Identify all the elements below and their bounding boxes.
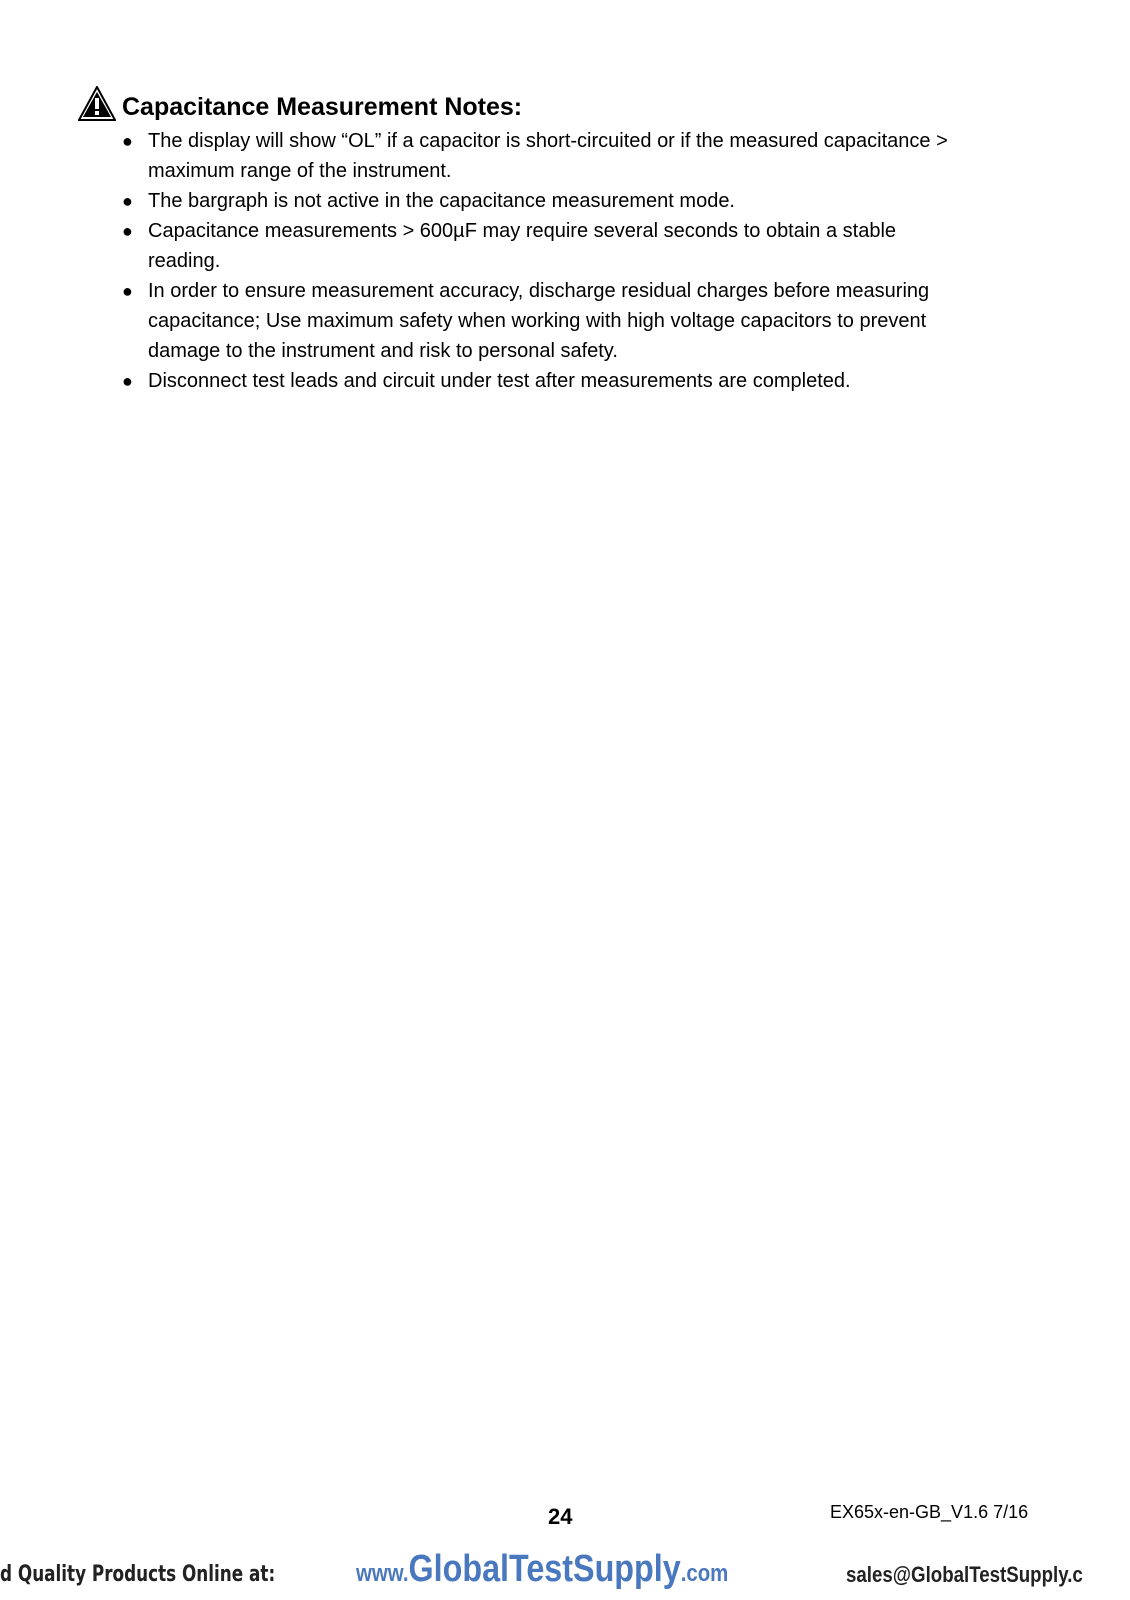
bullet-icon: ●: [122, 221, 133, 241]
capacitance-notes-section: [78, 76, 1058, 396]
section-title: Capacitance Measurement Notes:: [122, 93, 523, 121]
list-item: ● The display will show “OL” if a capacitor is short-circuited or if the measured capacitance > maximum range of the instrument.: [78, 126, 1058, 186]
section-heading-row: [78, 76, 1058, 122]
footer-tagline: d Quality Products Online at:: [0, 1562, 276, 1587]
page-number: 24: [548, 1504, 573, 1529]
footer-website-link[interactable]: www.GlobalTestSupply.com: [356, 1548, 729, 1590]
list-item: ● The bargraph is not active in the capacitance measurement mode.: [78, 186, 1058, 216]
bullet-icon: ●: [122, 131, 133, 151]
footer-email-link[interactable]: sales@GlobalTestSupply.c: [846, 1562, 1083, 1587]
bullet-icon: ●: [122, 281, 133, 301]
warning-triangle-icon: [78, 86, 116, 122]
list-item: ● In order to ensure measurement accuracy, discharge residual charges before measuring capacitance; Use maximum safety when working with high voltage capacitors to prevent damage to the instrument and risk to personal safety.: [78, 276, 1058, 366]
list-item: ● Capacitance measurements > 600µF may require several seconds to obtain a stable reading.: [78, 216, 1058, 276]
list-item: ● Disconnect test leads and circuit under test after measurements are completed.: [78, 366, 1058, 396]
bullet-icon: ●: [122, 191, 133, 211]
notes-list: [78, 126, 1058, 396]
footer-banner: [0, 1544, 1130, 1600]
document-code: EX65x-en-GB_V1.6 7/16: [830, 1502, 1029, 1522]
bullet-icon: ●: [122, 371, 133, 391]
